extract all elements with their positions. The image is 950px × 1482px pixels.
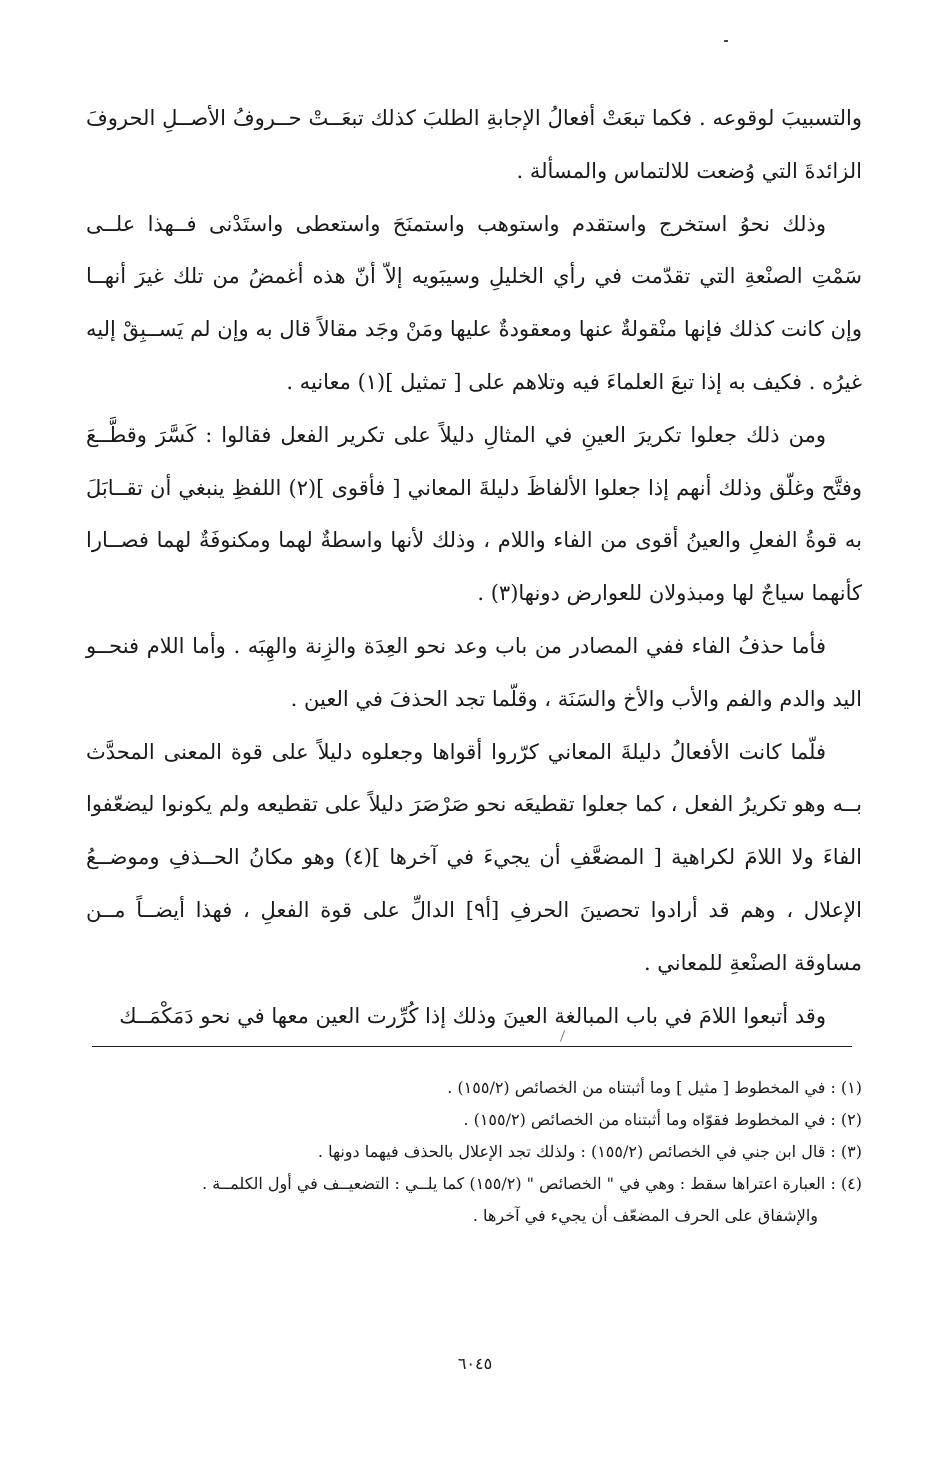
footnotes bbox=[90, 1072, 862, 1232]
paragraph-1: والتسبيبَ لوقوعه . فكما تبعَتْ أفعالُ الإجابةِ الطلبَ كذلك تبعَــتْ حــروفُ الأصــلِ الحروفَ الزائدةَ التي وُضعت للالتماس والمسألة . bbox=[86, 106, 862, 183]
paragraph-2: وذلك نحوُ استخرج واستقدم واستوهب واستمنَحَ واستعطى واستَدْنى فــهذا علــى سَمْتِ الصنْعةِ التي تقدّمت في رأي الخليلِ وسيبَويه إلاّ أنّ هذه أغمضُ من تلك غيرَ أنهــا وإن كانت كذلك فإنها منْقولةٌ عنها ومعقودةٌ عليها ومَنْ وجَد مقالاً قال به وإن لم يَســبِقْ إليه غيرُه . فكيف به إذا تبعَ العلماءَ فيه وتلاهم على [ تمثيل ](١) معانيه . bbox=[86, 211, 862, 394]
footnote-3: (٣) : قال ابن جني في الخصائص (١٥٥/٢) : ولذلك تجد الإعلال بالحذف فيهما دونها . bbox=[317, 1142, 862, 1161]
page-number: ٦٠٤٥ bbox=[457, 1354, 493, 1373]
footnote-4-continuation: والإشفاق على الحرف المضعّف أن يجيء في آخرها . bbox=[472, 1206, 818, 1225]
footnote-1: (١) : في المخطوط [ مثيل ] وما أثبتناه من الخصائص (١٥٥/٢) . bbox=[447, 1078, 862, 1097]
main-text-body bbox=[86, 92, 862, 1042]
paragraph-3: ومن ذلك جعلوا تكريرَ العينِ في المثالِ دليلاً على تكرير الفعل فقالوا : كَسَّرَ وقطَّــعَ وفتَّح وغلّق وذلك أنهم إذا جعلوا الألفاظَ دليلةَ المعاني [ فأقوى ](٢) اللفظِ ينبغي أن تقــابَلَ به قوةُ الفعلِ والعينُ أقوى من الفاء واللام ، وذلك لأنها واسطةٌ لهما ومكنوفَةٌ لهما فصــارا كأنهما سياجٌ لها ومبذولان للعوارض دونها(٣) . bbox=[86, 422, 863, 606]
footnote-4: (٤) : العبارة اعتراها سقط : وهي في " الخصائص " (١٥٥/٢) كما يلــي : التضعيــف في أول الكلمــة . bbox=[202, 1174, 862, 1193]
footnote-separator bbox=[92, 1046, 852, 1047]
footnote-2: (٢) : في المخطوط فقوّاه وما أثبتناه من الخصائص (١٥٥/٢) . bbox=[463, 1110, 862, 1129]
page-speck bbox=[724, 40, 728, 42]
paragraph-6: وقد أتبعوا اللامَ في باب المبالغة العينَ وذلك إذا كُرِّرت العين معها في نحو دَمَكْمَــك bbox=[119, 1003, 826, 1028]
paragraph-5: فلّما كانت الأفعالُ دليلةَ المعاني كرّروا أقواها وجعلوه دليلاً على قوة المعنى المحدَّث بــه وهو تكريرُ الفعل ، كما جعلوا تقطيعَه نحو صَرْصَرَ دليلاً على تقطيعه ولم يكونوا ليضعّفوا الفاءَ ولا اللامَ لكراهية [ المضعَّفِ أن يجيءَ في آخرها ](٤) وهو مكانُ الحــذفِ وموضــعُ الإعلال ، وهم قد أرادوا تحصينَ الحرفِ [أ٩] الدالِّ على قوة الفعلِ ، فهذا أيضــاً مــن مساوقة الصنْعةِ للمعاني . bbox=[86, 739, 862, 975]
paragraph-4: فأما حذفُ الفاء ففي المصادر من باب وعد نحو العِدَة والزِنة والهِبَه . وأما اللام فنحــو اليد والدم والفم والأب والأخ والسَنَة ، وقلّما تجد الحذفَ في العين . bbox=[86, 633, 862, 711]
